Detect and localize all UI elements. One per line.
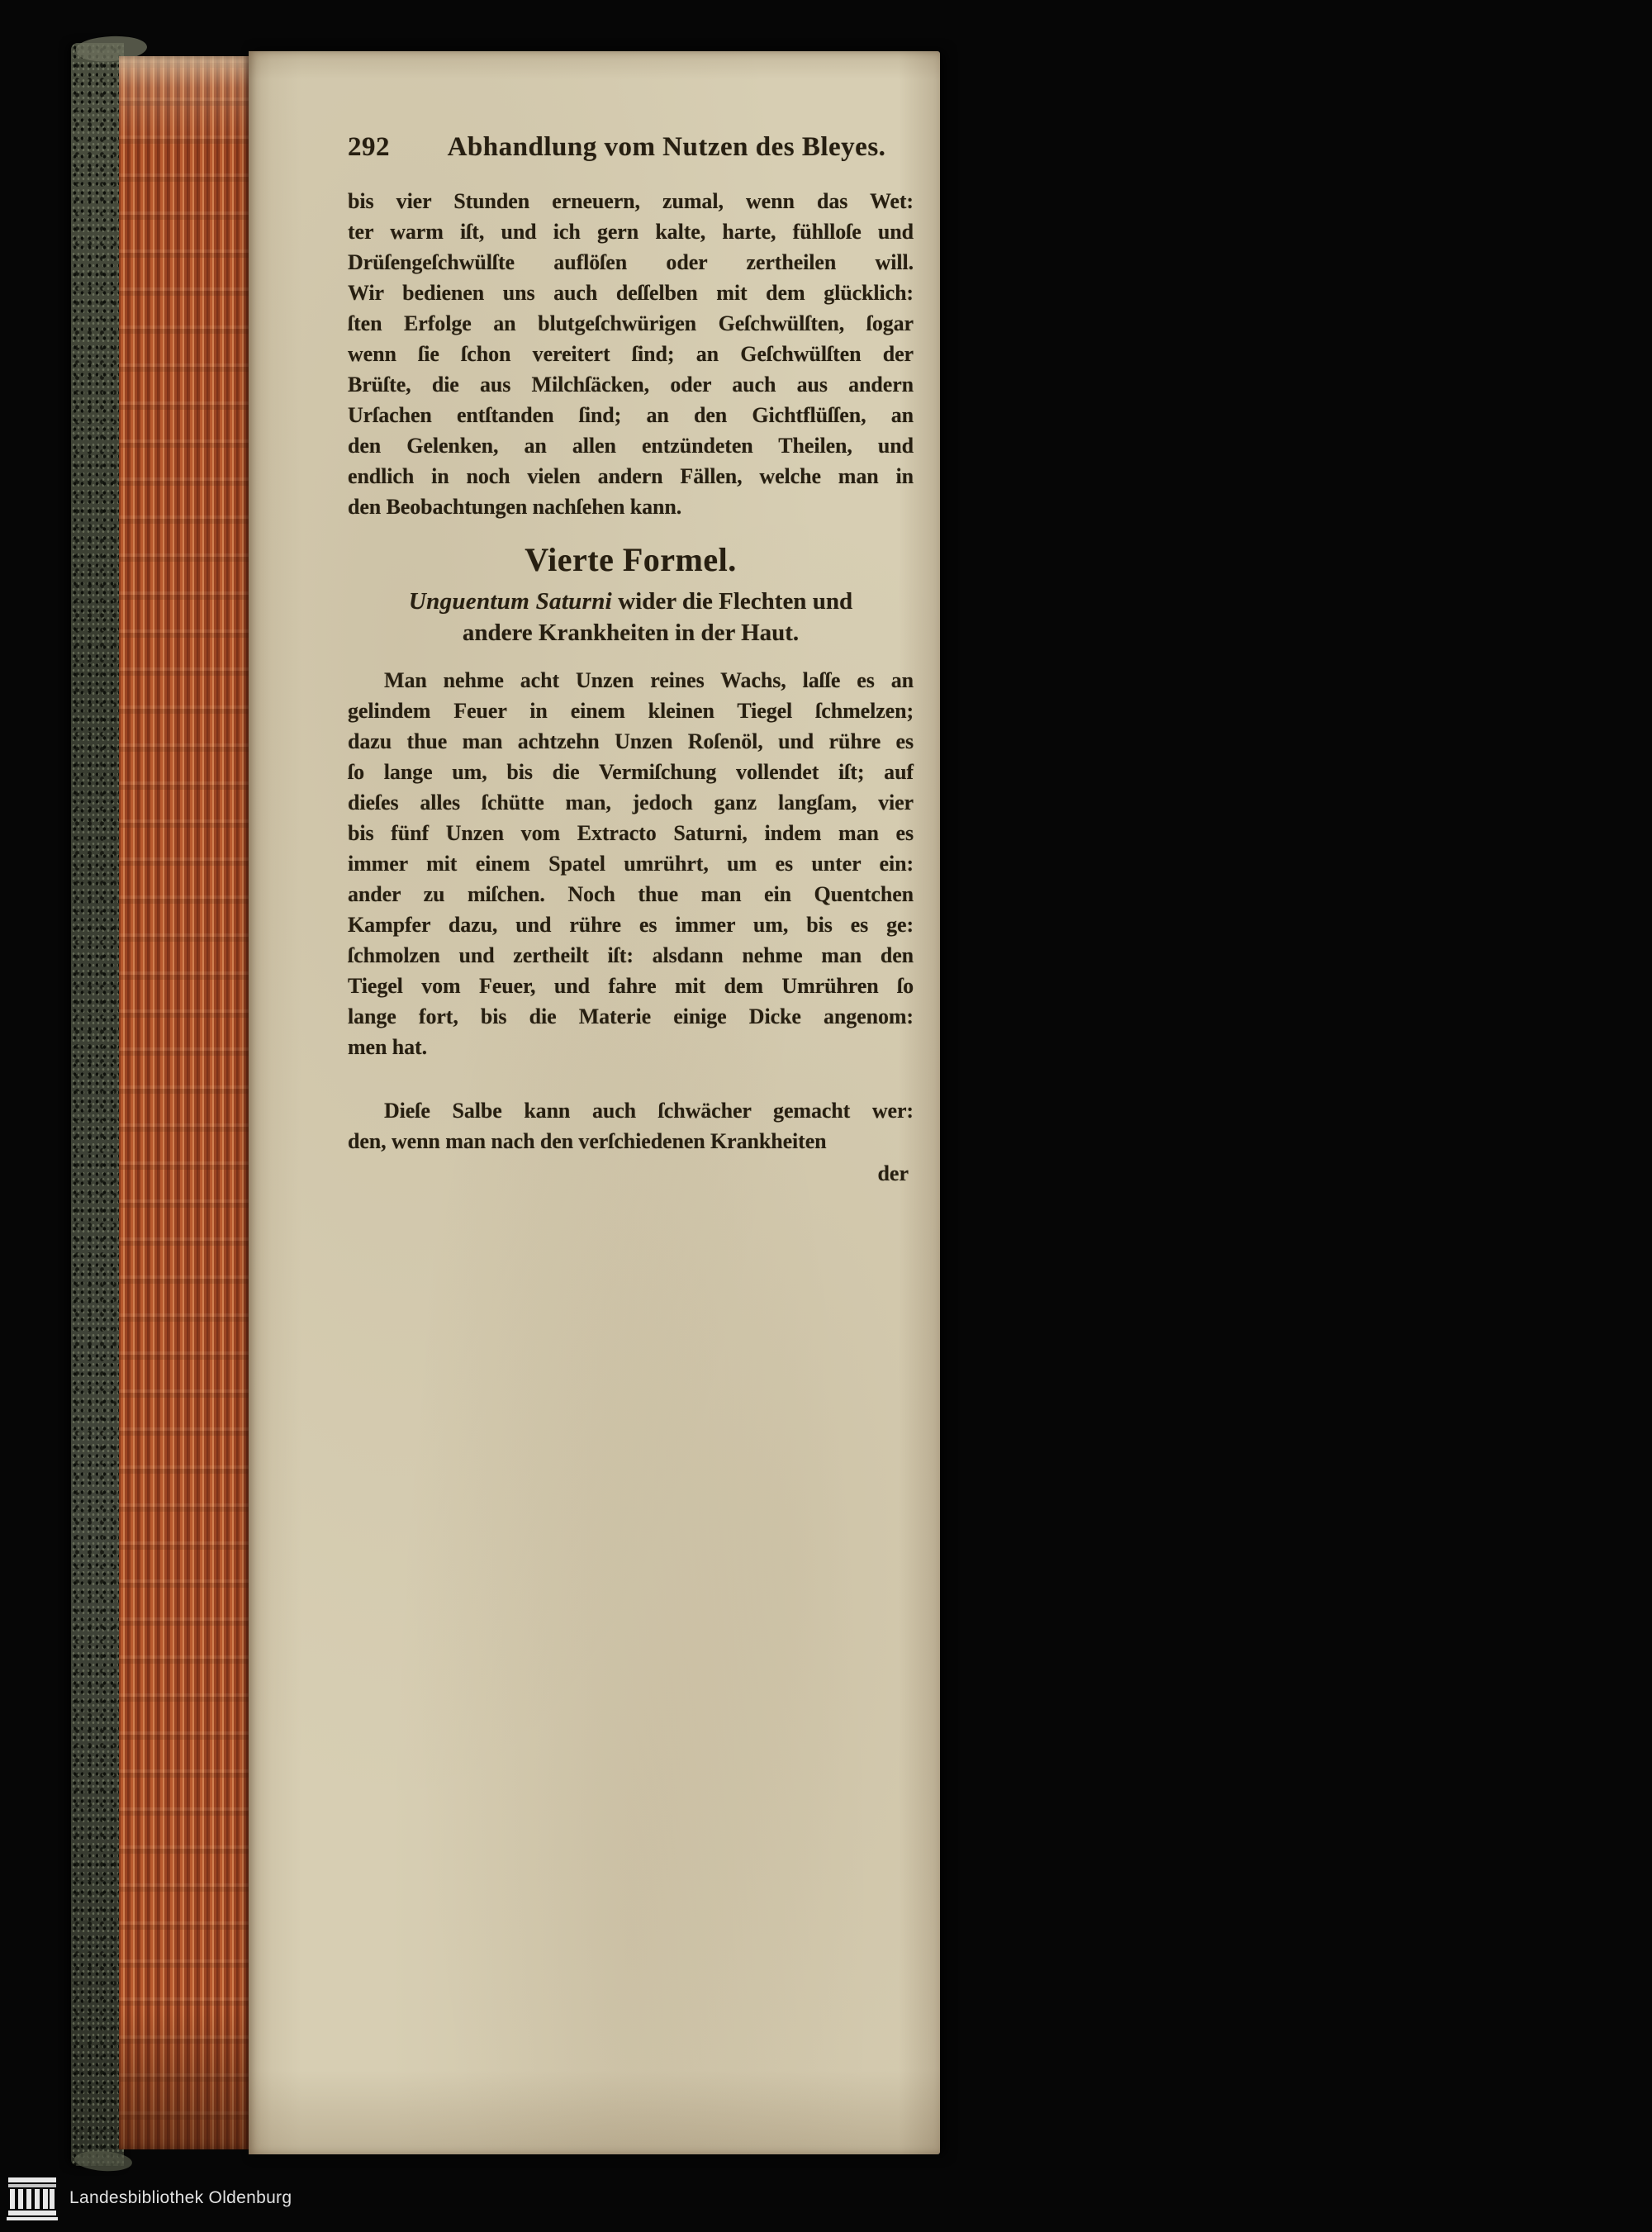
paragraph-1 <box>348 186 914 522</box>
section-subheading <box>348 586 914 648</box>
text-line: dieſes alles ſchütte man, jedoch ganz langſam, vier <box>348 791 914 814</box>
section-heading: Vierte Formel. <box>525 541 737 578</box>
library-name: Landesbibliothek Oldenburg <box>69 2188 292 2207</box>
text-line: ter warm iſt, und ich gern kalte, harte, fühlloſe und <box>348 220 914 244</box>
text-line: Kampfer dazu, und rühre es immer um, bis es ge: <box>348 913 914 937</box>
page-number: 292 <box>348 132 390 162</box>
text-line: ſo lange um, bis die Vermiſchung vollendet iſt; auf <box>348 760 914 784</box>
text-line: Dieſe Salbe kann auch ſchwächer gemacht wer: <box>384 1099 914 1123</box>
library-logo-icon <box>7 2176 58 2220</box>
catchword: der <box>877 1161 909 1185</box>
text-line: den, wenn man nach den verſchiedenen Krankheiten <box>348 1129 827 1153</box>
text-line: Man nehme acht Unzen reines Wachs, laſſe es an <box>384 668 914 692</box>
book-scan <box>71 43 940 2166</box>
paragraph-2 <box>348 665 914 1062</box>
paragraph-3 <box>348 1095 914 1156</box>
subheading-line-1-rest: wider die Flechten und <box>611 588 853 615</box>
text-line: lange fort, bis die Materie einige Dicke angenom: <box>348 1004 914 1028</box>
text-line: den Gelenken, an allen entzündeten Theilen, und <box>348 434 914 458</box>
running-header <box>348 132 914 163</box>
text-line: ander zu miſchen. Noch thue man ein Quentchen <box>348 882 914 906</box>
text-line: endlich in noch vielen andern Fällen, welche man in <box>348 464 914 488</box>
subheading-line-2: andere Krankheiten in der Haut. <box>462 620 800 646</box>
text-line: Brüſte, die aus Milchſäcken, oder auch aus andern <box>348 373 914 397</box>
text-line: Drüſengeſchwülſte auflöſen oder zertheilen will. <box>348 250 914 274</box>
text-line: Tiegel vom Feuer, und fahre mit dem Umrühren ſo <box>348 974 914 998</box>
page-block-fore-edge <box>119 56 251 2149</box>
latin-term: Unguentum Saturni <box>408 588 612 615</box>
running-title: Abhandlung vom Nutzen des Bleyes. <box>447 132 886 162</box>
text-column <box>348 51 914 1189</box>
text-line: ſchmolzen und zertheilt iſt: alsdann nehme man den <box>348 943 914 967</box>
text-line: Wir bedienen uns auch deſſelben mit dem glücklich: <box>348 281 914 305</box>
library-watermark <box>7 2176 292 2220</box>
text-line: Urſachen entſtanden ſind; an den Gichtflüſſen, an <box>348 403 914 427</box>
text-line: ſten Erfolge an blutgeſchwürigen Geſchwülſten, ſogar <box>348 311 914 335</box>
text-line: gelindem Feuer in einem kleinen Tiegel ſchmelzen; <box>348 699 914 723</box>
book-cover-marbled-edge <box>71 43 124 2166</box>
book-page <box>249 51 940 2154</box>
text-line: bis fünf Unzen vom Extracto Saturni, indem man es <box>348 821 914 845</box>
text-line: dazu thue man achtzehn Unzen Roſenöl, und rühre es <box>348 729 914 753</box>
text-line: immer mit einem Spatel umrührt, um es unter ein: <box>348 852 914 876</box>
text-line: bis vier Stunden erneuern, zumal, wenn das Wet: <box>348 189 914 213</box>
subheading-line-1 <box>348 586 914 617</box>
text-line: den Beobachtungen nachſehen kann. <box>348 495 682 519</box>
text-line: men hat. <box>348 1035 427 1059</box>
text-line: wenn ſie ſchon vereitert ſind; an Geſchwülſten der <box>348 342 914 366</box>
